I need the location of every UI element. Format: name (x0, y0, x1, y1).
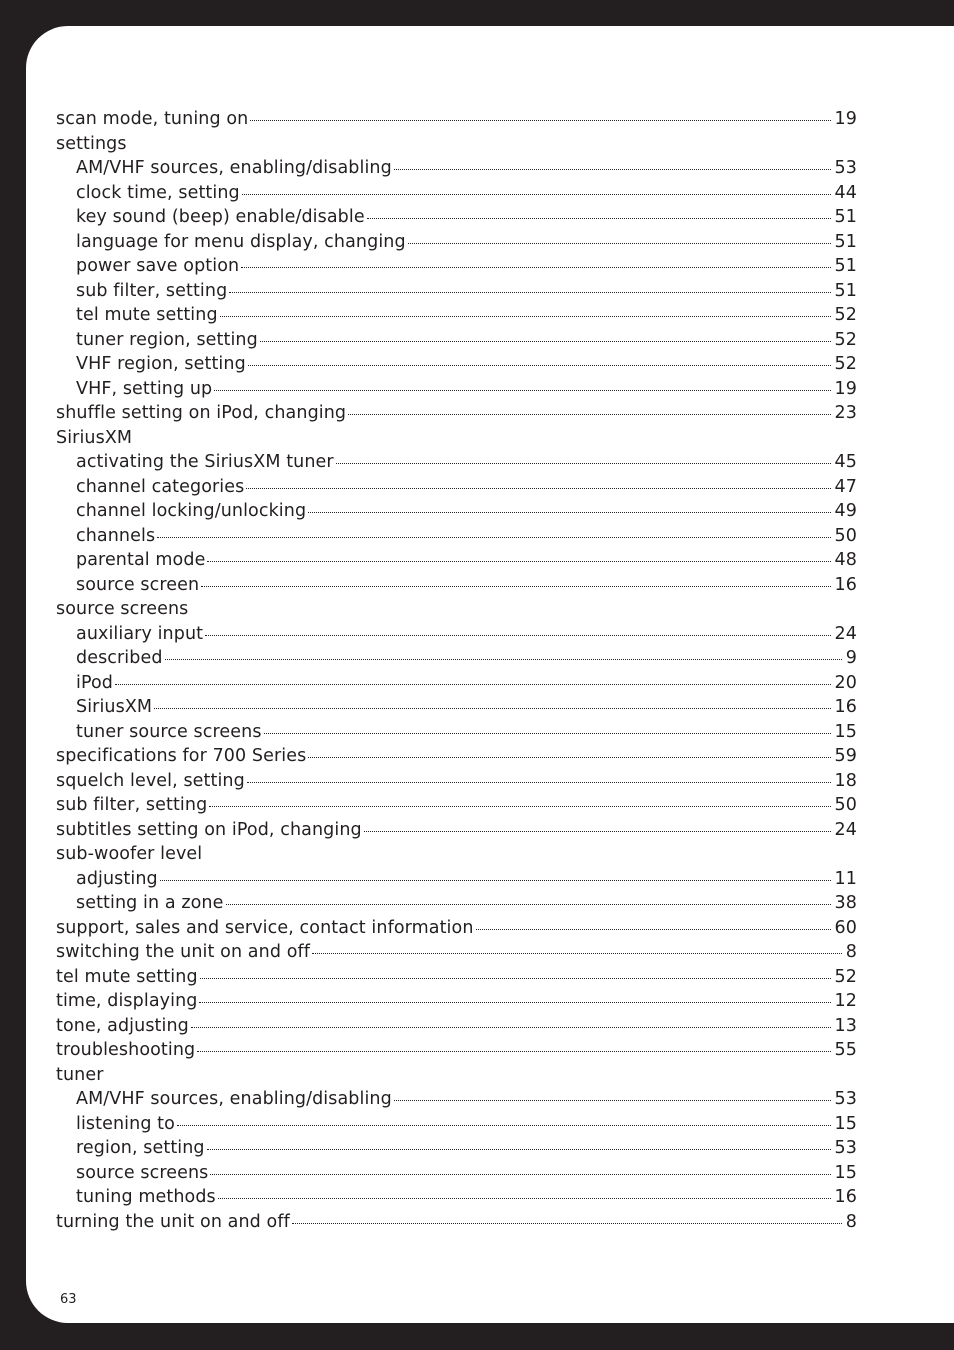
index-entry (56, 109, 857, 134)
dot-leader (250, 120, 830, 121)
dot-leader (367, 218, 831, 219)
index-term: channel locking/unlocking (76, 501, 307, 521)
index-subentry (56, 305, 857, 330)
index-page-number: 15 (834, 1113, 857, 1134)
index-page-number: 9 (845, 648, 857, 668)
dot-leader (348, 414, 830, 415)
index-subentry (56, 893, 857, 918)
dot-leader (336, 463, 831, 464)
index-term: sub filter, setting (56, 795, 208, 815)
index-entry (56, 428, 857, 453)
index-term: iPod (76, 672, 114, 693)
index-entry (56, 403, 857, 428)
index-entry (56, 746, 857, 771)
dot-leader (364, 831, 831, 832)
index-term: key sound (beep) enable/disable (76, 207, 365, 227)
dot-leader (210, 1174, 830, 1175)
index-term: sub-woofer level (56, 844, 203, 864)
index-term: auxiliary input (76, 623, 204, 644)
dot-leader (207, 561, 830, 562)
index-subentry (56, 1089, 857, 1114)
index-entry (56, 942, 857, 967)
index-term: scan mode, tuning on (56, 109, 249, 129)
index-page-number: 50 (834, 525, 857, 546)
index-page-number: 8 (845, 1211, 857, 1232)
dot-leader (160, 880, 831, 881)
dot-leader (199, 1002, 830, 1003)
index-page-number: 50 (834, 795, 857, 815)
index-subentry (56, 354, 857, 379)
index-term: language for menu display, changing (76, 231, 406, 252)
dot-leader (214, 390, 830, 391)
index-page-number: 52 (834, 966, 857, 987)
dot-leader (229, 292, 830, 293)
index-term: source screen (76, 574, 200, 595)
index-page-number: 47 (834, 476, 857, 497)
index-page-number: 60 (834, 917, 857, 938)
index-term: channel categories (76, 476, 245, 497)
index-page-number: 15 (834, 1162, 857, 1183)
index-term: squelch level, setting (56, 770, 245, 791)
index-subentry (56, 648, 857, 673)
index-term: parental mode (76, 550, 206, 570)
index-subentry (56, 452, 857, 477)
dot-leader (177, 1125, 831, 1126)
index-entry (56, 1016, 857, 1041)
dot-leader (115, 684, 831, 685)
index-subentry (56, 379, 857, 404)
index-entry (56, 599, 857, 624)
index-term: tone, adjusting (56, 1015, 189, 1036)
index-term: tuner (56, 1064, 104, 1085)
index-page-number: 38 (834, 893, 857, 913)
index-entry (56, 820, 857, 845)
index-term: VHF region, setting (76, 354, 246, 374)
index-entry (56, 1065, 857, 1090)
dot-leader (157, 537, 830, 538)
index-term: tel mute setting (56, 966, 198, 987)
index-page-number: 12 (834, 991, 857, 1011)
index-subentry (56, 722, 857, 747)
index-term: SiriusXM (56, 427, 133, 448)
dot-leader (246, 488, 830, 489)
index-subentry (56, 330, 857, 355)
index-term: shuffle setting on iPod, changing (56, 403, 347, 423)
index-page-number: 18 (834, 770, 857, 791)
index-list (56, 109, 857, 1236)
index-page-number: 59 (834, 746, 857, 766)
index-entry (56, 844, 857, 869)
index-page-number: 55 (834, 1040, 857, 1060)
index-term: AM/VHF sources, enabling/disabling (76, 158, 392, 178)
dot-leader (394, 169, 831, 170)
index-page-number: 16 (834, 1187, 857, 1207)
index-term: sub filter, setting (76, 280, 228, 301)
dot-leader (312, 953, 842, 954)
index-term: tuning methods (76, 1187, 216, 1207)
index-term: activating the SiriusXM tuner (76, 452, 334, 472)
index-subentry (56, 1187, 857, 1212)
index-page-number: 49 (834, 501, 857, 521)
index-page-number: 52 (834, 329, 857, 350)
index-page-number: 13 (834, 1015, 857, 1036)
index-page-number: 51 (834, 207, 857, 227)
index-page-number: 8 (845, 942, 857, 962)
index-page-number: 51 (834, 256, 857, 276)
dot-leader (308, 512, 830, 513)
index-term: turning the unit on and off (56, 1211, 290, 1232)
index-page-number: 51 (834, 280, 857, 301)
index-subentry (56, 869, 857, 894)
index-term: listening to (76, 1113, 175, 1134)
index-subentry (56, 158, 857, 183)
dot-leader (197, 1051, 830, 1052)
index-term: region, setting (76, 1138, 205, 1158)
dot-leader (292, 1223, 842, 1224)
index-term: channels (76, 525, 156, 546)
dot-leader (242, 194, 831, 195)
index-term: source screens (56, 599, 189, 619)
index-term: VHF, setting up (76, 378, 213, 399)
index-term: clock time, setting (76, 182, 240, 203)
index-subentry (56, 673, 857, 698)
index-term: source screens (76, 1162, 209, 1183)
index-page-number: 45 (834, 452, 857, 472)
dot-leader (218, 1198, 831, 1199)
index-term: power save option (76, 256, 240, 276)
dot-leader (247, 782, 831, 783)
dot-leader (205, 635, 830, 636)
dot-leader (476, 929, 831, 930)
index-page-number: 24 (834, 819, 857, 840)
index-page-number: 19 (834, 109, 857, 129)
index-term: switching the unit on and off (56, 942, 311, 962)
dot-leader (154, 708, 830, 709)
index-page-number: 16 (834, 574, 857, 595)
index-page-number: 52 (834, 305, 857, 325)
index-entry (56, 1040, 857, 1065)
dot-leader (191, 1027, 831, 1028)
index-term: specifications for 700 Series (56, 746, 307, 766)
index-subentry (56, 183, 857, 208)
index-subentry (56, 1138, 857, 1163)
index-page-number: 51 (834, 231, 857, 252)
index-term: adjusting (76, 868, 158, 889)
index-subentry (56, 281, 857, 306)
index-term: tuner source screens (76, 721, 262, 742)
index-page-number: 23 (834, 403, 857, 423)
index-subentry (56, 477, 857, 502)
index-term: described (76, 648, 163, 668)
dot-leader (264, 733, 831, 734)
index-page-number: 24 (834, 623, 857, 644)
index-subentry (56, 1163, 857, 1188)
index-subentry (56, 575, 857, 600)
dot-leader (408, 243, 831, 244)
index-term: AM/VHF sources, enabling/disabling (76, 1089, 392, 1109)
index-entry (56, 795, 857, 820)
dot-leader (207, 1149, 831, 1150)
index-term: setting in a zone (76, 893, 224, 913)
dot-leader (209, 806, 830, 807)
index-term: SiriusXM (76, 697, 153, 717)
index-page-number: 19 (834, 378, 857, 399)
index-term: subtitles setting on iPod, changing (56, 819, 362, 840)
index-subentry (56, 550, 857, 575)
page-sheet (26, 26, 954, 1323)
dot-leader (165, 659, 842, 660)
index-subentry (56, 256, 857, 281)
index-page-number: 20 (834, 672, 857, 693)
dot-leader (308, 757, 830, 758)
dot-leader (200, 978, 831, 979)
dot-leader (226, 904, 831, 905)
index-term: tel mute setting (76, 305, 218, 325)
index-subentry (56, 526, 857, 551)
index-term: support, sales and service, contact information (56, 917, 474, 938)
index-subentry (56, 1114, 857, 1139)
page-number: 63 (60, 1292, 77, 1307)
index-subentry (56, 207, 857, 232)
index-entry (56, 918, 857, 943)
index-page-number: 16 (834, 697, 857, 717)
index-entry (56, 967, 857, 992)
index-term: settings (56, 133, 127, 154)
index-entry (56, 134, 857, 159)
dot-leader (241, 267, 830, 268)
index-entry (56, 991, 857, 1016)
dot-leader (248, 365, 831, 366)
index-page-number: 53 (834, 1089, 857, 1109)
index-subentry (56, 697, 857, 722)
index-page-number: 44 (834, 182, 857, 203)
index-page-number: 11 (834, 868, 857, 889)
index-page-number: 52 (834, 354, 857, 374)
index-term: tuner region, setting (76, 329, 258, 350)
index-subentry (56, 624, 857, 649)
index-entry (56, 771, 857, 796)
index-page-number: 15 (834, 721, 857, 742)
index-page-number: 48 (834, 550, 857, 570)
index-page-number: 53 (834, 158, 857, 178)
dot-leader (220, 316, 831, 317)
index-subentry (56, 501, 857, 526)
index-term: time, displaying (56, 991, 198, 1011)
index-entry (56, 1212, 857, 1237)
dot-leader (394, 1100, 831, 1101)
dot-leader (201, 586, 830, 587)
index-subentry (56, 232, 857, 257)
dot-leader (260, 341, 831, 342)
index-page-number: 53 (834, 1138, 857, 1158)
index-term: troubleshooting (56, 1040, 196, 1060)
